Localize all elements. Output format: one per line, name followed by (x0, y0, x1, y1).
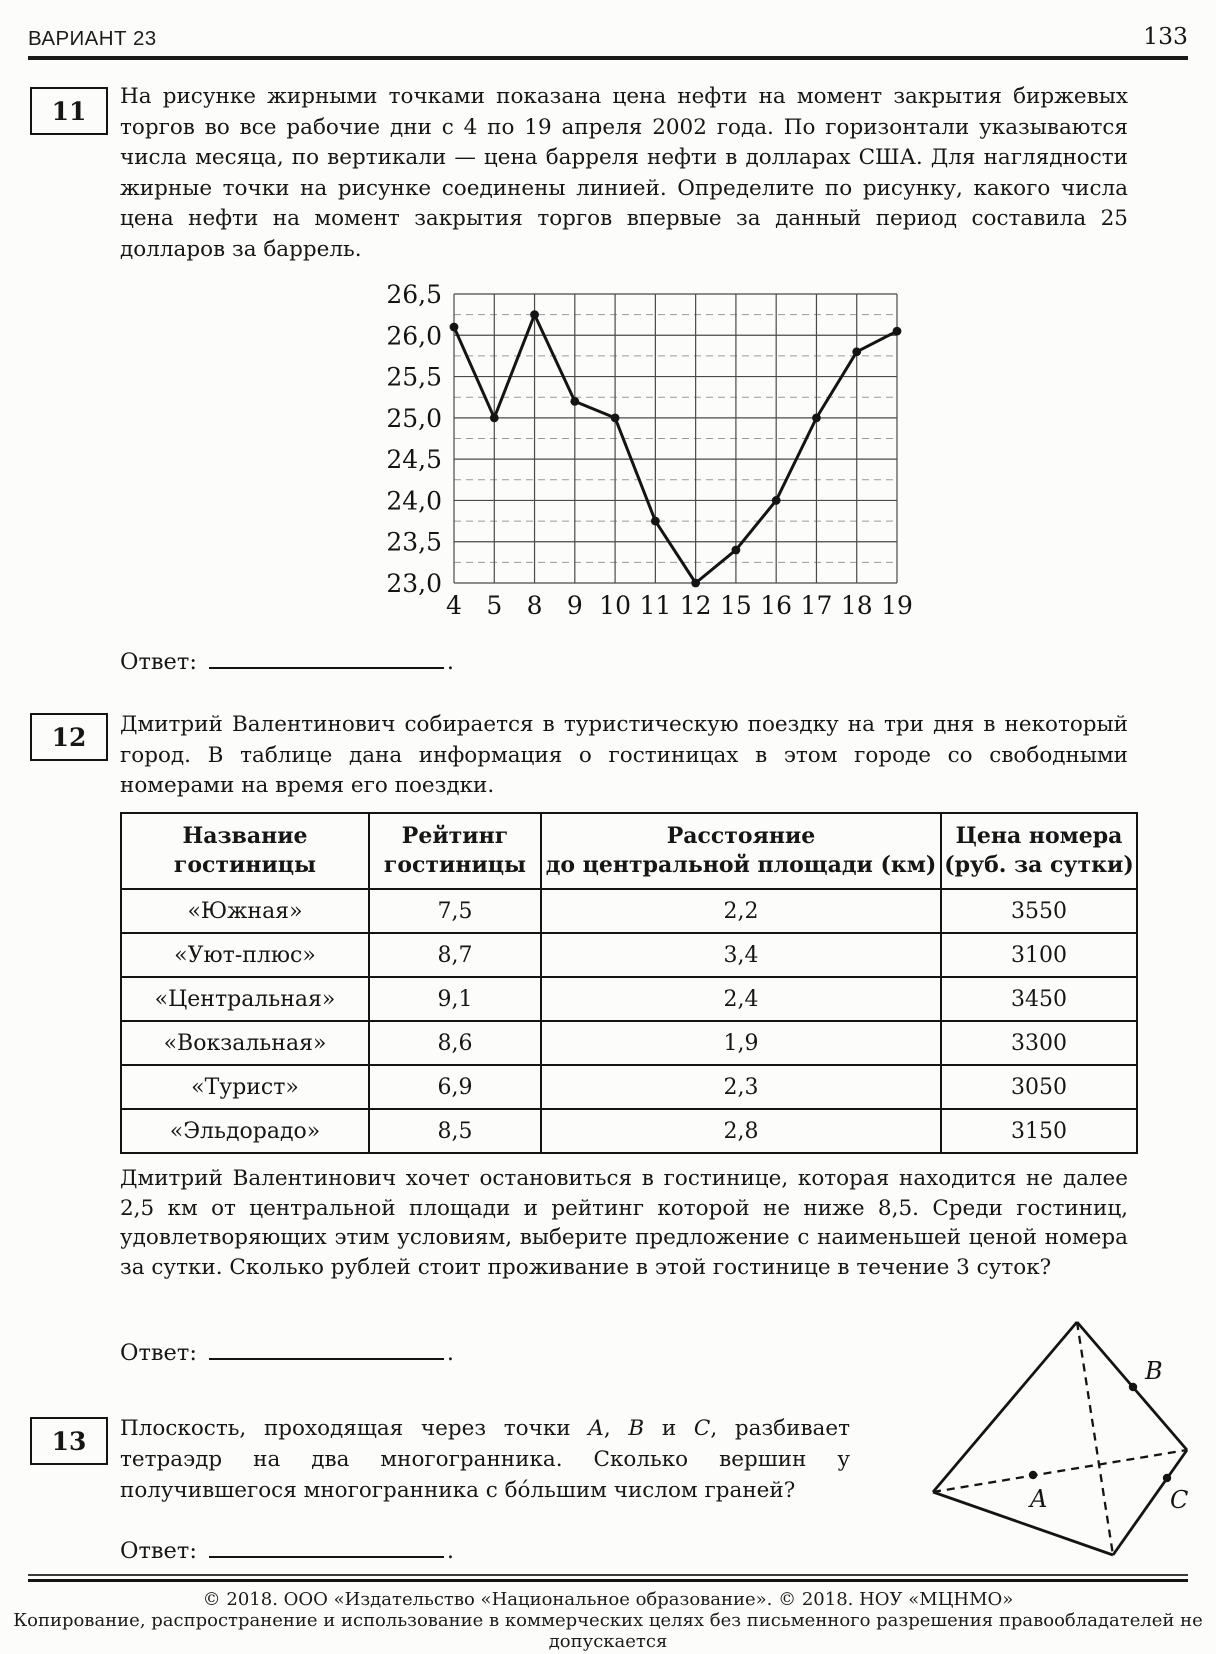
hotels-table (120, 812, 1138, 1154)
x-axis-tick-label: 16 (760, 591, 793, 620)
table-header-cell: Название гостиницы (121, 813, 369, 889)
x-axis-tick-label: 5 (486, 591, 503, 620)
table-cell: 2,8 (541, 1109, 941, 1153)
x-axis-tick-label: 4 (446, 591, 462, 620)
data-point (772, 496, 781, 505)
table-header-cell: Расстояние до центральной площади (км) (541, 813, 941, 889)
table-cell: 3,4 (541, 933, 941, 977)
data-point (852, 347, 861, 356)
table-cell: 3300 (941, 1021, 1137, 1065)
table-cell: 3550 (941, 889, 1137, 933)
y-axis-tick-label: 25,5 (386, 362, 442, 392)
x-axis-tick-label: 18 (840, 591, 873, 620)
statement-text: и (644, 1416, 694, 1441)
x-axis-tick-label: 9 (566, 591, 583, 620)
table-row (121, 977, 1137, 1021)
table-cell: 8,6 (369, 1021, 541, 1065)
point-b-label: B (1145, 1357, 1163, 1385)
answer-blank-13[interactable] (209, 1532, 444, 1558)
problem-13-number: 13 (51, 1426, 87, 1456)
data-point (490, 413, 499, 422)
table-cell: 1,9 (541, 1021, 941, 1065)
footer-rule-thin (28, 1574, 1188, 1576)
data-point (732, 546, 741, 555)
problem-13-number-box (30, 1417, 108, 1465)
y-axis-tick-label: 25,0 (386, 403, 442, 433)
data-point (530, 310, 539, 319)
x-axis-tick-label: 12 (679, 591, 712, 620)
answer-period: . (446, 649, 455, 675)
math-variable: C (693, 1416, 711, 1441)
point-a-dot (1029, 1471, 1037, 1479)
answer-label: Ответ: (120, 1340, 197, 1366)
table-cell: «Южная» (121, 889, 369, 933)
table-row (121, 1109, 1137, 1153)
answer-blank-11[interactable] (209, 643, 444, 669)
answer-period: . (446, 1538, 455, 1564)
table-cell: 7,5 (369, 889, 541, 933)
data-point (450, 323, 459, 332)
x-axis-tick-label: 15 (720, 591, 752, 620)
oil-price-chart (350, 266, 930, 626)
y-axis-tick-label: 26,0 (386, 321, 442, 351)
y-axis-tick-label: 24,5 (386, 445, 442, 475)
data-point (611, 413, 620, 422)
point-c-label: C (1170, 1486, 1189, 1514)
problem-11-number: 11 (51, 96, 87, 126)
data-point (570, 397, 579, 406)
table-cell: «Турист» (121, 1065, 369, 1109)
statement-text: , разбивает тетраэдр на два многогранника. Сколько вершин у получившегося многогранника с бо́льшим числом граней? (120, 1416, 850, 1503)
data-point (691, 579, 700, 588)
point-b-dot (1129, 1383, 1137, 1391)
answer-label: Ответ: (120, 1538, 197, 1564)
data-point (651, 517, 660, 526)
table-cell: «Эльдорадо» (121, 1109, 369, 1153)
math-variable: B (628, 1416, 645, 1441)
table-cell: 9,1 (369, 977, 541, 1021)
table-header-cell: Цена номера (руб. за сутки) (941, 813, 1137, 889)
math-variable: A (588, 1416, 604, 1441)
statement-text: , (603, 1416, 629, 1441)
hotels-table-body (121, 889, 1137, 1153)
problem-11-number-box (30, 87, 108, 135)
table-cell: «Уют-плюс» (121, 933, 369, 977)
table-cell: «Центральная» (121, 977, 369, 1021)
answer-label: Ответ: (120, 649, 197, 675)
page-number: 133 (1143, 22, 1188, 50)
table-cell: 2,3 (541, 1065, 941, 1109)
footer-copyright: © 2018. ООО «Издательство «Национальное образование». © 2018. НОУ «МЦНМО» (202, 1589, 1014, 1610)
table-header-cell: Рейтинг гостиницы (369, 813, 541, 889)
table-cell: 2,4 (541, 977, 941, 1021)
variant-label: ВАРИАНТ 23 (28, 27, 157, 50)
x-axis-tick-label: 10 (599, 591, 631, 620)
y-axis-tick-label: 26,5 (386, 280, 442, 309)
x-axis-tick-label: 8 (526, 591, 543, 620)
footer-notice: Копирование, распространение и использование в коммерческих целях без письменного разрешения правообладателей не допускается (13, 1610, 1203, 1652)
table-row (121, 1021, 1137, 1065)
point-a-label: A (1030, 1485, 1048, 1513)
answer-period: . (446, 1340, 455, 1366)
x-axis-tick-label: 19 (881, 591, 913, 620)
table-cell: «Вокзальная» (121, 1021, 369, 1065)
table-row (121, 889, 1137, 933)
table-cell: 2,2 (541, 889, 941, 933)
problem-11-statement: На рисунке жирными точками показана цена нефти на момент закрытия биржевых торгов во все рабочие дни с 4 по 19 апреля 2002 года. По горизонтали указываются числа месяца, по вертикали — цена барреля нефти в долларах США. Для наглядности жирные точки на рисунке соединены линией. Определите по рисунку, какого числа цена нефти на момент закрытия торгов впервые за данный период составила 25 долларов за баррель. (120, 84, 1128, 262)
problem-12-intro: Дмитрий Валентинович собирается в туристическую поездку на три дня в некоторый город. В таблице дана информация о гостиницах в этом городе со свободными номерами на время его поездки. (120, 712, 1128, 798)
problem-13-statement (120, 1413, 850, 1506)
table-cell: 8,5 (369, 1109, 541, 1153)
price-line (454, 315, 897, 583)
answer-row-11 (120, 643, 454, 675)
y-axis-tick-label: 23,0 (386, 569, 442, 598)
answer-row-13 (120, 1532, 454, 1564)
answer-row-12 (120, 1334, 454, 1366)
data-point (893, 327, 902, 336)
table-cell: 3050 (941, 1065, 1137, 1109)
y-axis-tick-label: 24,0 (386, 486, 442, 516)
tetrahedron-figure (900, 1300, 1210, 1585)
table-row (121, 1065, 1137, 1109)
statement-text: Плоскость, проходящая через точки (120, 1416, 589, 1441)
table-cell: 3450 (941, 977, 1137, 1021)
y-axis-tick-label: 23,5 (386, 527, 442, 557)
table-cell: 3100 (941, 933, 1137, 977)
problem-12-number-box (30, 713, 108, 761)
x-axis-tick-label: 11 (639, 591, 672, 620)
data-point (812, 413, 821, 422)
answer-blank-12[interactable] (209, 1334, 444, 1360)
point-c-dot (1163, 1474, 1171, 1482)
x-axis-tick-label: 17 (800, 591, 833, 620)
table-cell: 8,7 (369, 933, 541, 977)
problem-12-number: 12 (51, 722, 87, 752)
footer-rule-thick (28, 1579, 1188, 1582)
problem-12-question: Дмитрий Валентинович хочет остановиться в гостинице, которая находится не далее 2,5 км от центральной площади и рейтинг которой не ниже 8,5. Среди гостиниц, удовлетворяющих этим условиям, выберите предложение с наименьшей ценой номера за сутки. Сколько рублей стоит проживание в этой гостинице в течение 3 суток? (120, 1166, 1128, 1280)
hotels-table-head (121, 813, 1137, 889)
table-row (121, 933, 1137, 977)
header-rule (28, 56, 1188, 60)
table-cell: 6,9 (369, 1065, 541, 1109)
table-cell: 3150 (941, 1109, 1137, 1153)
